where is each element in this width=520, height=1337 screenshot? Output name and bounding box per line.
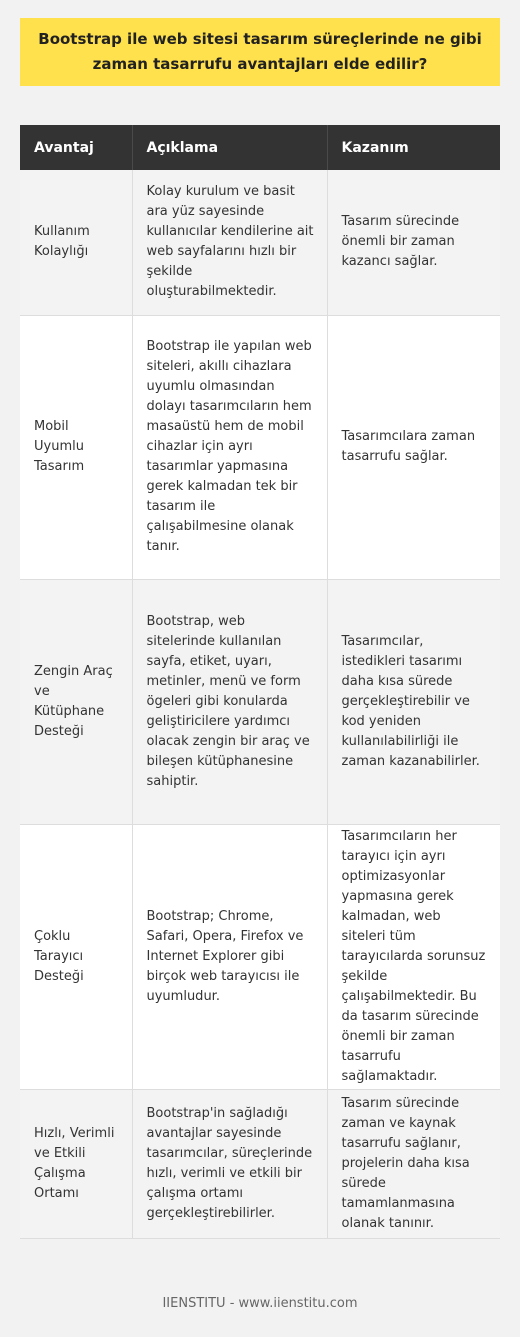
- cell-advantage: Hızlı, Verimli ve Etkili Çalışma Ortamı: [20, 1089, 132, 1238]
- cell-description: Bootstrap'in sağladığı avantajlar sayesinde tasarımcılar, süreçlerinde hızlı, verimli ve etkili bir çalışma ortamı gerçekleştirebilirler.: [132, 1089, 327, 1238]
- table-row: [20, 1089, 500, 1238]
- header-description: Açıklama: [132, 125, 327, 170]
- table-row: [20, 824, 500, 1089]
- page-title: Bootstrap ile web sitesi tasarım süreçlerinde ne gibi zaman tasarrufu avantajları elde edilir?: [38, 30, 482, 73]
- cell-gain: Tasarım sürecinde önemli bir zaman kazancı sağlar.: [327, 170, 500, 315]
- advantages-table: [20, 125, 500, 1239]
- cell-advantage: Kullanım Kolaylığı: [20, 170, 132, 315]
- table-row: [20, 170, 500, 315]
- cell-description: Bootstrap ile yapılan web siteleri, akıllı cihazlara uyumlu olmasından dolayı tasarımcıların hem masaüstü hem de mobil cihazlar için ayrı tasarımlar yapmasına gerek kalmadan tek bir tasarım ile çalışabilmesine olanak tanır.: [132, 315, 327, 579]
- cell-gain: Tasarımcıların her tarayıcı için ayrı optimizasyonlar yapmasına gerek kalmadan, web siteleri tüm tarayıcılarda sorunsuz şekilde çalışabilmektedir. Bu da tasarım sürecinde önemli bir zaman tasarrufu sağlamaktadır.: [327, 824, 500, 1089]
- cell-advantage: Çoklu Tarayıcı Desteği: [20, 824, 132, 1089]
- table-header: [20, 125, 500, 170]
- table-row: [20, 579, 500, 824]
- cell-description: Bootstrap, web sitelerinde kullanılan sayfa, etiket, uyarı, metinler, menü ve form ögeleri gibi konularda geliştiricilere yardımcı olacak zengin bir araç ve bileşen kütüphanesine sahiptir.: [132, 579, 327, 824]
- cell-advantage: Mobil Uyumlu Tasarım: [20, 315, 132, 579]
- cell-advantage: Zengin Araç ve Kütüphane Desteği: [20, 579, 132, 824]
- header-row: [20, 125, 500, 170]
- cell-gain: Tasarım sürecinde zaman ve kaynak tasarrufu sağlanır, projelerin daha kısa sürede tamamlanmasına olanak tanınır.: [327, 1089, 500, 1238]
- cell-gain: Tasarımcılara zaman tasarrufu sağlar.: [327, 315, 500, 579]
- table-body: [20, 170, 500, 1238]
- cell-gain: Tasarımcılar, istedikleri tasarımı daha kısa sürede gerçekleştirebilir ve kod yeniden kullanılabilirliği ile zaman kazanabilirler.: [327, 579, 500, 824]
- footer-credit: IIENSTITU - www.iienstitu.com: [162, 1296, 358, 1311]
- cell-description: Kolay kurulum ve basit ara yüz sayesinde kullanıcılar kendilerine ait web sayfalarını hızlı bir şekilde oluşturabilmektedir.: [132, 170, 327, 315]
- cell-description: Bootstrap; Chrome, Safari, Opera, Firefox ve Internet Explorer gibi birçok web tarayıcısı ile uyumludur.: [132, 824, 327, 1089]
- header-gain: Kazanım: [327, 125, 500, 170]
- header-advantage: Avantaj: [20, 125, 132, 170]
- table-row: [20, 315, 500, 579]
- title-banner: [20, 18, 500, 86]
